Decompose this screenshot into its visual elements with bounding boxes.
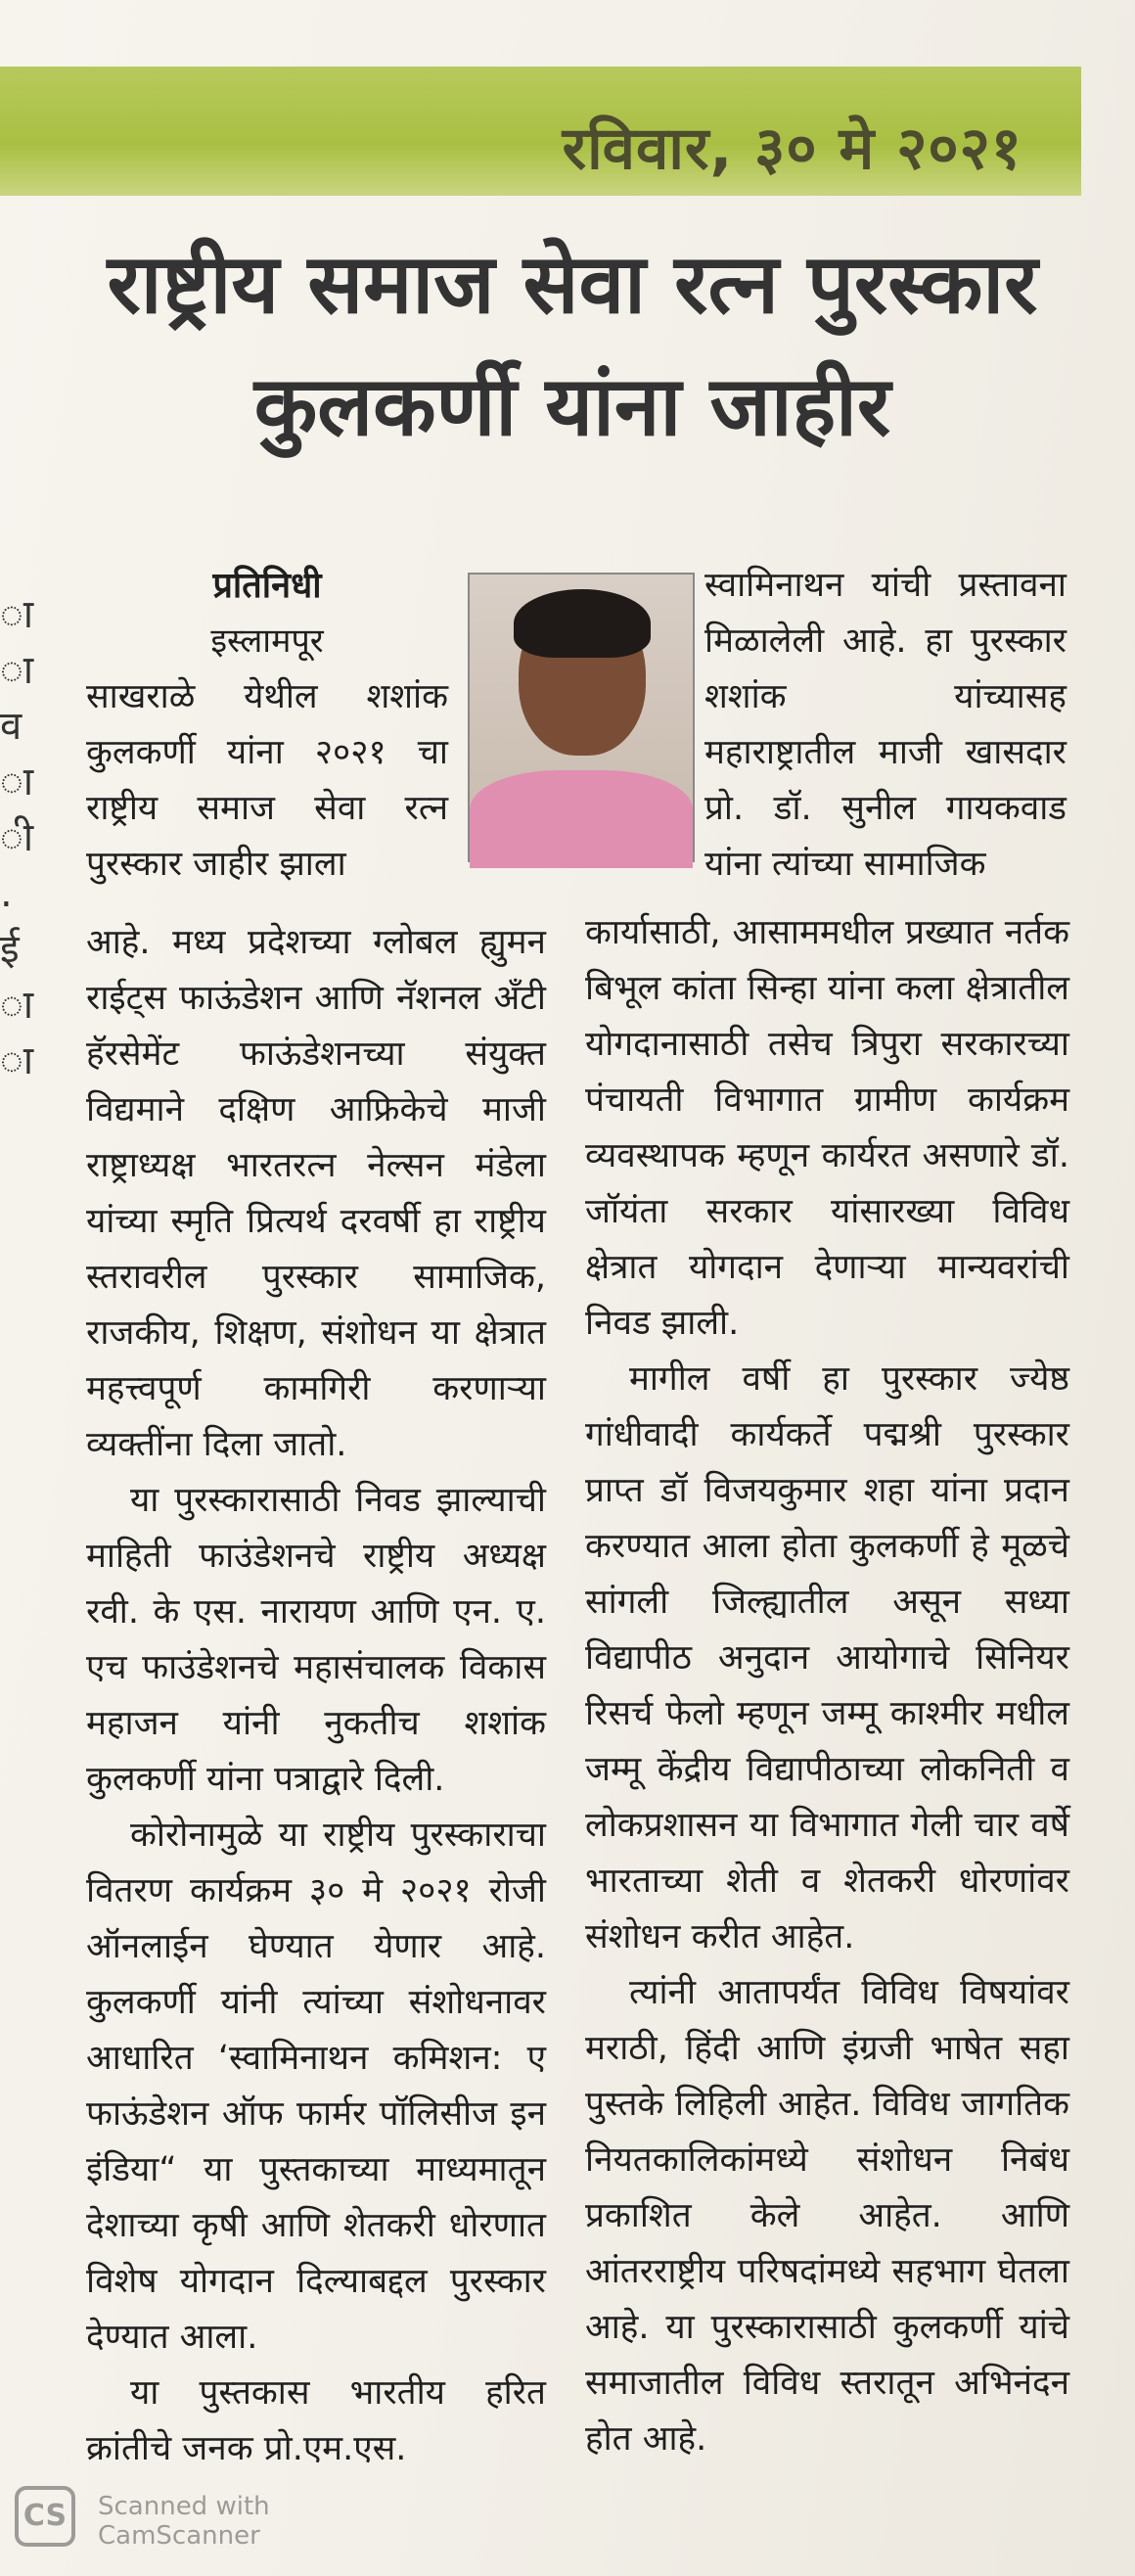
left-para-1: आहे. मध्य प्रदेशच्या ग्लोबल ह्युमन राईट्स फाऊंडेशन आणि नॅशनल अँटी हॅरसेमेंट फाऊंडेशनच्या संयुक्त विद्यमाने दक्षिण आफ्रिकेचे माजी राष्ट्राध्यक्ष भारतरत्न नेल्सन मंडेला यांच्या स्मृति प्रित्यर्थ दरवर्षी हा राष्ट्रीय स्तरावरील पुरस्कार सामाजिक, राजकीय, शिक्षण, संशोधन या क्षेत्रात महत्त्वपूर्ण कामगिरी करणाऱ्या व्यक्तींना दिला जातो. <box>86 923 546 1464</box>
left-para-4: या पुस्तकास भारतीय हरित क्रांतीचे जनक प्रो.एम.एस. <box>86 2373 546 2468</box>
adjacent-column-fragment <box>0 587 34 1194</box>
edge-char: ी <box>0 815 34 860</box>
right-column <box>585 905 1069 2467</box>
edge-char: . <box>0 871 13 916</box>
right-para-3: त्यांनी आतापर्यंत विविध विषयांवर मराठी, हिंदी आणि इंग्रजी भाषेत सहा पुस्तके लिहिली आहेत. विविध जागतिक नियतकालिकांमध्ये संशोधन निबंध प्रकाशित केले आहेत. आणि आंतरराष्ट्रीय परिषदांमध्ये सहभाग घेतला आहे. या पुरस्कारासाठी कुलकर्णी यांचे समाजातील विविध स्तरातून अभिनंदन होत आहे. <box>585 1973 1069 2459</box>
watermark-line-2: CamScanner <box>98 2521 260 2551</box>
scanner-watermark <box>15 2486 308 2554</box>
left-para-3: कोरोनामुळे या राष्ट्रीय पुरस्काराचा वितरण कार्यक्रम ३० मे २०२१ रोजी ऑनलाईन घेण्यात येणार आहे. कुलकर्णी यांनी त्यांच्या संशोधनावर आधारित ‘स्वामिनाथन कमिशन: ए फाऊंडेशन ऑफ फार्मर पॉलिसीज इन इंडिया“ या पुस्तकाच्या माध्यमातून देशाच्या कृषी आणि शेतकरी धोरणात विशेष योगदान दिल्याबद्दल पुरस्कार देण्यात आला. <box>86 1816 546 2357</box>
headline <box>59 225 1086 470</box>
edge-char: ा <box>0 648 34 693</box>
dateline-place: इस्लामपूर <box>210 621 324 661</box>
date-band <box>0 67 1081 196</box>
edge-char: ा <box>0 592 34 637</box>
edge-char: ई <box>0 927 20 972</box>
headline-line-2: कुलकर्णी यांना जाहीर <box>253 358 891 454</box>
watermark-line-1: Scanned with <box>98 2492 270 2521</box>
right-para-1: कार्यासाठी, आसाममधील प्रख्यात नर्तक बिभूल कांता सिन्हा यांना कला क्षेत्रातील योगदानासाठी तसेच त्रिपुरा सरकारच्या पंचायती विभागात ग्रामीण कार्यक्रम व्यवस्थापक म्हणून कार्यरत असणारे डॉ. जॉयंता सरकार यांसारख्या विविध क्षेत्रात योगदान देणाऱ्या मान्यवरांची निवड झाली. <box>585 913 1069 1343</box>
portrait-photo <box>468 573 695 862</box>
publication-date: रविवार, ३० मे २०२१ <box>562 115 1022 183</box>
right-column-top <box>704 558 1067 893</box>
edge-char: ा <box>0 983 34 1028</box>
right-para-2: मागील वर्षी हा पुरस्कार ज्येष्ठ गांधीवादी कार्यकर्ते पद्मश्री पुरस्कार प्राप्त डॉ विजयकुमार शहा यांना प्रदान करण्यात आला होता कुलकर्णी हे मूळचे सांगली जिल्ह्यातील असून सध्या विद्यापीठ अनुदान आयोगाचे सिनियर रिसर्च फेलो म्हणून जम्मू काश्मीर मधील जम्मू केंद्रीय विद्यापीठाच्या लोकनिती व लोकप्रशासन या विभागात गेली चार वर्षे भारताच्या शेती व शेतकरी धोरणांवर संशोधन करीत आहेत. <box>585 1359 1069 1956</box>
camscanner-logo-icon: CS <box>15 2486 75 2547</box>
hair-shape <box>514 589 651 658</box>
shirt-shape <box>470 770 693 868</box>
watermark-text <box>98 2492 270 2551</box>
edge-char: व <box>0 704 23 749</box>
edge-char: ा <box>0 759 34 805</box>
left-column <box>86 915 546 2477</box>
left-column-top <box>86 558 448 893</box>
left-intro-text: साखराळे येथील शशांक कुलकर्णी यांना २०२१ चा राष्ट्रीय समाज सेवा रत्न पुरस्कार जाहीर झाला <box>86 677 448 884</box>
edge-char: ा <box>0 1038 34 1083</box>
headline-line-1: राष्ट्रीय समाज सेवा रत्न पुरस्कार <box>107 236 1038 332</box>
left-para-2: या पुरस्कारासाठी निवड झाल्याची माहिती फाउंडेशनचे राष्ट्रीय अध्यक्ष रवी. के एस. नारायण आणि एन. ए. एच फाउंडेशनचे महासंचालक विकास महाजन यांनी नुकतीच शशांक कुलकर्णी यांना पत्राद्वारे दिली. <box>86 1481 546 1799</box>
byline <box>86 558 448 669</box>
reporter-name: प्रतिनिधी <box>212 566 322 606</box>
right-intro-text: स्वामिनाथन यांची प्रस्तावना मिळालेली आहे. हा पुरस्कार शशांक यांच्यासह महाराष्ट्रातील माजी खासदार प्रो. डॉ. सुनील गायकवाड यांना त्यांच्या सामाजिक <box>704 566 1067 884</box>
